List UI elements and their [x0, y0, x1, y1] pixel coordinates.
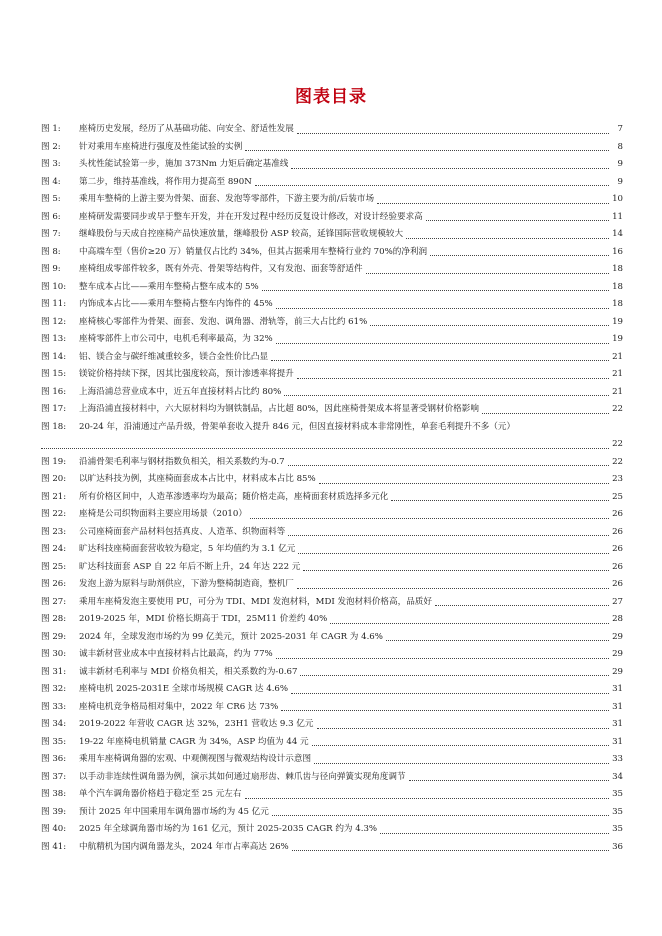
- dot-leader: [262, 290, 609, 291]
- toc-entry[interactable]: [41, 629, 623, 647]
- dot-leader: [276, 308, 609, 309]
- figure-caption: 中高端车型（售价≥20 万）销量仅占比约 34%，但其占据乘用车整椅行业约 70%的净利润: [79, 246, 428, 257]
- toc-entry[interactable]: [41, 506, 623, 524]
- dot-leader: [41, 448, 609, 449]
- dot-leader: [284, 395, 609, 396]
- page-number: 21: [612, 386, 623, 397]
- toc-entry[interactable]: [41, 716, 623, 734]
- dot-leader: [409, 780, 609, 781]
- figure-caption: 公司座椅面套产品材料包括真皮、人造革、织物面料等: [79, 526, 286, 537]
- page-number: 23: [612, 474, 623, 484]
- page-number: 7: [617, 124, 623, 134]
- toc-entry[interactable]: [41, 471, 623, 489]
- page-number: 22: [612, 439, 623, 449]
- dot-leader: [482, 413, 609, 414]
- figure-label: 图 7:: [41, 229, 61, 239]
- figure-label: 图 39:: [41, 806, 67, 817]
- figure-caption: 19-22 年座椅电机销量 CAGR 为 34%，ASP 均值为 44 元: [79, 736, 309, 747]
- figure-caption: 单个汽车调角器价格趋于稳定至 25 元左右: [79, 789, 242, 799]
- dot-leader: [312, 745, 609, 746]
- dot-leader: [297, 588, 609, 589]
- page-number: 22: [612, 404, 623, 414]
- figure-label: 图 18:: [41, 421, 67, 432]
- page-number: 28: [612, 614, 623, 624]
- dot-leader: [314, 763, 609, 764]
- figure-label: 图 17:: [41, 404, 67, 414]
- dot-leader: [297, 133, 609, 134]
- dot-leader: [255, 185, 609, 186]
- figure-label: 图 31:: [41, 666, 67, 677]
- dot-leader: [317, 728, 610, 729]
- figure-label: 图 14:: [41, 351, 67, 362]
- dot-leader: [298, 553, 609, 554]
- toc-entry[interactable]: [41, 699, 623, 717]
- page-number: 21: [612, 351, 623, 362]
- figure-caption: 第二步，维持基准线，将作用力提高至 890N: [79, 176, 252, 187]
- dot-leader: [426, 220, 609, 221]
- figure-label: 图 27:: [41, 596, 67, 607]
- figure-label: 图 3:: [41, 159, 61, 169]
- dot-leader: [271, 360, 609, 361]
- page-number: 22: [612, 456, 623, 467]
- page-number: 31: [612, 701, 623, 712]
- figure-label: 图 24:: [41, 544, 67, 554]
- toc-entry[interactable]: [41, 769, 623, 787]
- toc-entry[interactable]: [41, 331, 623, 349]
- toc-entry[interactable]: [41, 209, 623, 227]
- page-number: 31: [612, 684, 623, 694]
- toc-entry[interactable]: [41, 576, 623, 594]
- page-number: 35: [612, 789, 623, 799]
- dot-leader: [245, 150, 609, 151]
- dot-leader: [281, 710, 609, 711]
- figure-caption: 座椅电机竞争格局相对集中，2022 年 CR6 达 73%: [79, 701, 279, 712]
- toc-entry[interactable]: [41, 191, 623, 209]
- dot-leader: [319, 483, 609, 484]
- dot-leader: [406, 238, 609, 239]
- toc-entry[interactable]: [41, 139, 623, 157]
- page-number: 29: [612, 649, 623, 659]
- toc-entry[interactable]: [41, 541, 623, 559]
- toc-entry[interactable]: [41, 366, 623, 384]
- figure-label: 图 40:: [41, 824, 67, 834]
- dot-leader: [430, 255, 609, 256]
- figure-label: 图 12:: [41, 316, 67, 327]
- page-number: 18: [612, 264, 623, 274]
- page-number: 35: [612, 824, 623, 834]
- figure-caption: 乘用车座椅调角器的宏观、中观侧视图与微观结构设计示意图: [79, 754, 312, 764]
- figure-label: 图 13:: [41, 334, 67, 344]
- figure-label: 图 6:: [41, 211, 61, 222]
- figure-caption: 以手动非连续性调角器为例，演示其如何通过扇形齿、棘爪齿与径向弹簧实现角度调节: [79, 771, 406, 782]
- toc-entry-continuation[interactable]: [41, 436, 623, 454]
- figure-caption: 中航精机为国内调角器龙头，2024 年市占率高达 26%: [79, 841, 289, 852]
- toc-entry[interactable]: [41, 786, 623, 804]
- figure-label: 图 16:: [41, 386, 67, 397]
- toc-entry[interactable]: [41, 594, 623, 612]
- figure-caption: 座椅历史发展，经历了从基础功能、向安全、舒适性发展: [79, 124, 294, 134]
- dot-leader: [288, 535, 609, 536]
- figure-caption: 预计 2025 年中国乘用车调角器市场约为 45 亿元: [79, 806, 269, 817]
- figure-label: 图 41:: [41, 841, 67, 852]
- dot-leader: [391, 500, 609, 501]
- figure-caption: 头枕性能试验第一步，施加 373Nm 力矩后确定基准线: [79, 159, 289, 169]
- figure-caption: 座椅是公司织物面料主要应用场景（2010）: [79, 509, 247, 519]
- figure-caption: 座椅零部件上市公司中，电机毛利率最高，为 32%: [79, 334, 273, 344]
- toc-entry[interactable]: [41, 646, 623, 664]
- figure-label: 图 9:: [41, 264, 61, 274]
- toc-entry[interactable]: [41, 401, 623, 419]
- figure-label: 图 20:: [41, 474, 67, 484]
- toc-entry[interactable]: [41, 349, 623, 367]
- figure-caption: 上海沿浦总营业成本中，近五年直接材料占比约 80%: [79, 386, 282, 397]
- page-number: 8: [617, 141, 623, 152]
- toc-entry[interactable]: [41, 751, 623, 769]
- toc-entry[interactable]: [41, 296, 623, 314]
- figure-label: 图 36:: [41, 754, 67, 764]
- figure-label: 图 30:: [41, 649, 67, 659]
- figure-caption: 2024 年，全球发泡市场约为 99 亿美元，预计 2025-2031 年 CAGR 为 4.6%: [79, 631, 383, 642]
- toc-entry[interactable]: [41, 524, 623, 542]
- toc-entry[interactable]: [41, 804, 623, 822]
- figure-caption: 沿浦骨架毛利率与钢材指数负相关，相关系数约为-0.7: [79, 456, 285, 467]
- figure-label: 图 4:: [41, 176, 61, 187]
- toc-entry[interactable]: [41, 261, 623, 279]
- figure-label: 图 33:: [41, 701, 67, 712]
- page-number: 26: [612, 544, 623, 554]
- figure-label: 图 37:: [41, 771, 67, 782]
- page-number: 14: [612, 229, 623, 239]
- figure-caption: 内饰成本占比——乘用车整椅占整车内饰件的 45%: [79, 299, 273, 309]
- dot-leader: [276, 343, 609, 344]
- dot-leader: [300, 675, 609, 676]
- page-number: 9: [617, 176, 623, 187]
- toc-entry[interactable]: [41, 681, 623, 699]
- toc-entry[interactable]: [41, 821, 623, 839]
- toc-entry[interactable]: [41, 611, 623, 629]
- dot-leader: [377, 203, 609, 204]
- page-number: 34: [612, 771, 623, 782]
- toc-entry[interactable]: [41, 226, 623, 244]
- figure-caption: 座椅组成零部件较多，既有外壳、骨架等结构件，又有发泡、面套等舒适件: [79, 264, 363, 274]
- figure-label: 图 10:: [41, 281, 67, 292]
- figure-caption: 针对乘用车座椅进行强度及性能试验的实例: [79, 141, 243, 152]
- dot-leader: [366, 273, 609, 274]
- figure-label: 图 25:: [41, 561, 67, 572]
- page-number: 10: [612, 194, 623, 204]
- figure-caption: 20-24 年，沿浦通过产品升级，骨架单套收入提升 846 元，但因直接材料成本非常刚性，单套毛利提升不多（元）: [79, 421, 516, 432]
- figure-caption: 乘用车座椅发泡主要使用 PU，可分为 TDI、MDI 发泡材料，MDI 发泡材料价格高，品质好: [79, 596, 432, 607]
- figure-caption: 诚丰新材营业成本中直接材料占比最高，约为 77%: [79, 649, 273, 659]
- dot-leader: [288, 465, 609, 466]
- toc-entry[interactable]: [41, 244, 623, 262]
- table-of-figures: [41, 121, 623, 856]
- toc-entry[interactable]: [41, 384, 623, 402]
- figure-label: 图 19:: [41, 456, 67, 467]
- figure-label: 图 32:: [41, 684, 67, 694]
- page-number: 21: [612, 369, 623, 379]
- page-number: 18: [612, 299, 623, 309]
- dot-leader: [292, 850, 609, 851]
- toc-entry[interactable]: [41, 559, 623, 577]
- figure-caption: 2019-2022 年营收 CAGR 达 32%，23H1 营收达 9.3 亿元: [79, 719, 314, 729]
- figure-caption: 诚丰新材毛利率与 MDI 价格负相关，相关系数约为-0.67: [79, 666, 298, 677]
- figure-caption: 座椅研发需要同步或早于整车开发，并在开发过程中经历反复设计修改，对设计经验要求高: [79, 211, 423, 222]
- page-number: 19: [612, 316, 623, 327]
- toc-entry[interactable]: [41, 664, 623, 682]
- page-number: 26: [612, 509, 623, 519]
- page-number: 11: [612, 211, 623, 222]
- figure-caption: 乘用车整椅的上游主要为骨架、面套、发泡等零部件，下游主要为前/后装市场: [79, 194, 375, 204]
- dot-leader: [330, 623, 609, 624]
- page-number: 29: [612, 666, 623, 677]
- dot-leader: [250, 518, 609, 519]
- toc-entry[interactable]: [41, 734, 623, 752]
- figure-label: 图 28:: [41, 614, 67, 624]
- figure-caption: 所有价格区间中，人造革渗透率均为最高；随价格走高，座椅面套材质选择多元化: [79, 491, 389, 502]
- figure-label: 图 38:: [41, 789, 67, 799]
- toc-entry[interactable]: [41, 839, 623, 857]
- page-number: 36: [612, 841, 623, 852]
- page-number: 29: [612, 631, 623, 642]
- dot-leader: [386, 640, 609, 641]
- toc-entry[interactable]: [41, 489, 623, 507]
- figure-label: 图 26:: [41, 579, 67, 589]
- toc-entry[interactable]: [41, 279, 623, 297]
- figure-label: 图 35:: [41, 736, 67, 747]
- page-number: 35: [612, 806, 623, 817]
- page-number: 18: [612, 281, 623, 292]
- page-number: 26: [612, 526, 623, 537]
- figure-label: 图 23:: [41, 526, 67, 537]
- dot-leader: [297, 378, 609, 379]
- figure-label: 图 5:: [41, 194, 61, 204]
- figure-label: 图 22:: [41, 509, 67, 519]
- figure-label: 图 2:: [41, 141, 61, 152]
- page-number: 9: [617, 159, 623, 169]
- figure-caption: 座椅核心零部件为骨架、面套、发泡、调角器、滑轨等，前三大占比约 61%: [79, 316, 368, 327]
- page-number: 16: [612, 246, 623, 257]
- page-number: 33: [612, 754, 623, 764]
- figure-label: 图 34:: [41, 719, 67, 729]
- page-number: 25: [612, 491, 623, 502]
- figure-caption: 2019-2025 年，MDI 价格长期高于 TDI，25M11 价差约 40%: [79, 614, 328, 624]
- page-number: 31: [612, 719, 623, 729]
- figure-caption: 铝、镁合金与碳纤维减重较多，镁合金性价比凸显: [79, 351, 269, 362]
- dot-leader: [291, 693, 609, 694]
- figure-caption: 旷达科技面套 ASP 自 22 年后不断上升，24 年达 222 元: [79, 561, 301, 572]
- figure-caption: 以旷达科技为例，其座椅面套成本占比中，材料成本占比 85%: [79, 474, 316, 484]
- dot-leader: [272, 815, 609, 816]
- figure-caption: 上海沿浦直接材料中，六大原材料均为钢铁制品，占比超 80%，因此座椅骨架成本将显著受钢材价格影响: [79, 404, 479, 414]
- figure-caption: 整车成本占比——乘用车整椅占整车成本的 5%: [79, 281, 259, 292]
- figure-label: 图 11:: [41, 299, 67, 309]
- dot-leader: [276, 658, 609, 659]
- toc-entry[interactable]: [41, 419, 623, 437]
- toc-entry[interactable]: [41, 174, 623, 192]
- toc-entry[interactable]: [41, 454, 623, 472]
- figure-label: 图 1:: [41, 124, 61, 134]
- figure-caption: 继峰股份与天成自控座椅产品快速放量，继峰股份 ASP 较高，延锋国际营收规模较大: [79, 229, 404, 239]
- figure-label: 图 15:: [41, 369, 67, 379]
- figure-caption: 旷达科技座椅面套营收较为稳定，5 年均值约为 3.1 亿元: [79, 544, 296, 554]
- page-number: 31: [612, 736, 623, 747]
- page-title: 图表目录: [295, 87, 367, 107]
- page-number: 26: [612, 579, 623, 589]
- page-number: 26: [612, 561, 623, 572]
- page-number: 19: [612, 334, 623, 344]
- dot-leader: [435, 605, 609, 606]
- page-number: 27: [612, 596, 623, 607]
- dot-leader: [370, 325, 609, 326]
- dot-leader: [245, 798, 610, 799]
- dot-leader: [380, 833, 609, 834]
- dot-leader: [291, 168, 609, 169]
- figure-label: 图 21:: [41, 491, 67, 502]
- figure-label: 图 8:: [41, 246, 61, 257]
- toc-entry[interactable]: [41, 156, 623, 174]
- toc-entry[interactable]: [41, 314, 623, 332]
- figure-caption: 镁锭价格持续下探，因其比强度较高，预计渗透率将提升: [79, 369, 294, 379]
- figure-caption: 发泡上游为原料与助剂供应，下游为整椅制造商，整机厂: [79, 579, 294, 589]
- dot-leader: [303, 570, 609, 571]
- figure-caption: 2025 年全球调角器市场约为 161 亿元，预计 2025-2035 CAGR 约为 4.3%: [79, 824, 378, 834]
- toc-entry[interactable]: [41, 121, 623, 139]
- figure-label: 图 29:: [41, 631, 67, 642]
- figure-caption: 座椅电机 2025-2031E 全球市场规模 CAGR 达 4.6%: [79, 684, 289, 694]
